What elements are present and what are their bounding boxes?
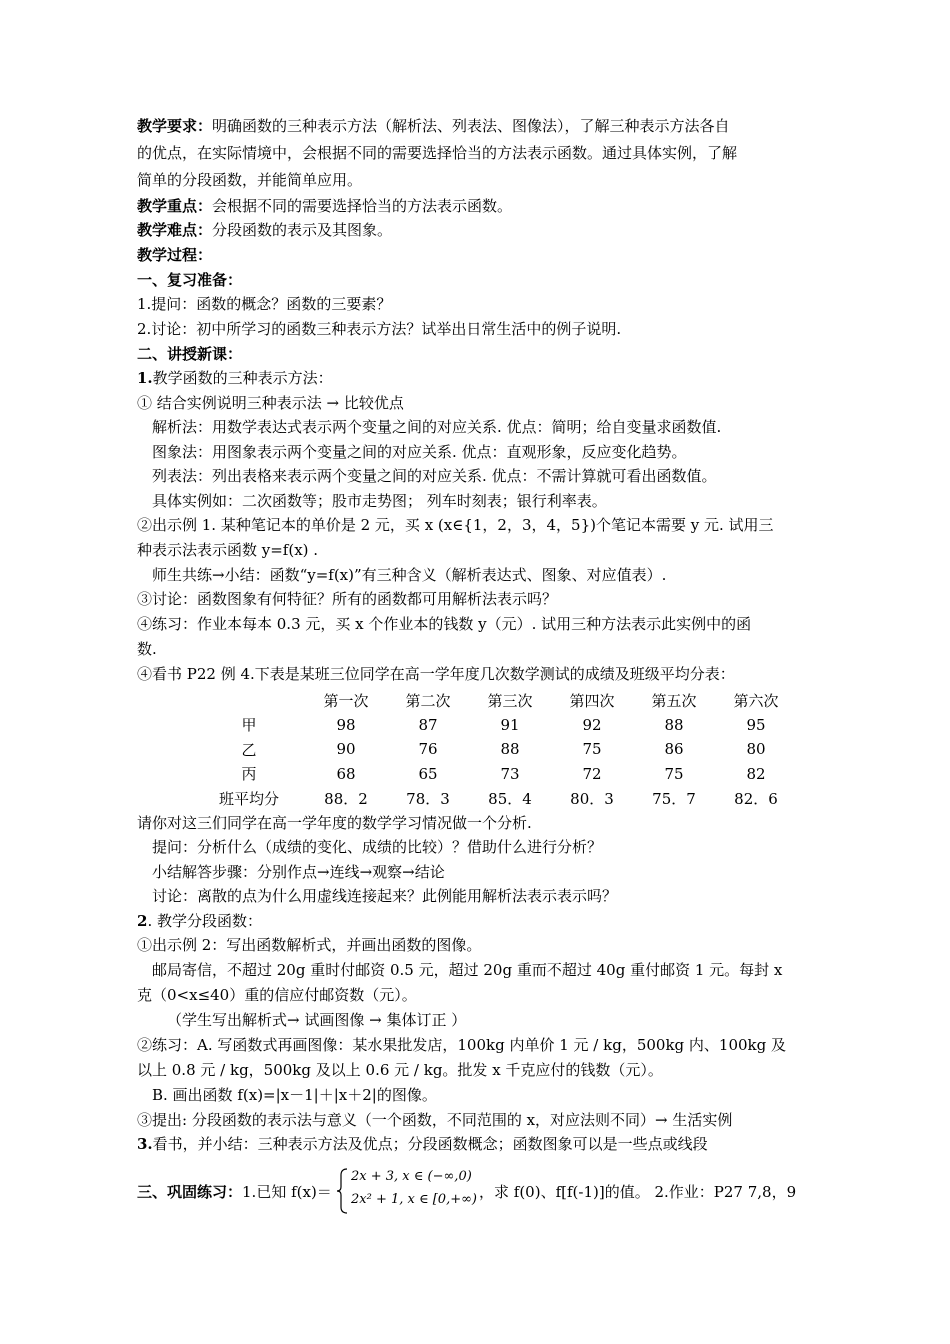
- example1-line-2: 种表示法表示函数 y=f(x) .: [137, 541, 319, 559]
- table-header: 第四次: [569, 691, 615, 710]
- requirements-line-3: 简单的分段函数，并能简单应用。: [137, 171, 363, 189]
- row-name: 班平均分: [218, 789, 279, 808]
- steps-line: 小结解答步骤：分别作点→连线→观察→结论: [152, 863, 445, 881]
- part3-heading: 3.看书，并小结：三种表示方法及优点；分段函数概念；函数图象可以是一些点或线段: [137, 1135, 708, 1153]
- table-header-row: [193, 688, 797, 713]
- table-cell: 92: [582, 715, 602, 734]
- review-question-1: 1.提问：函数的概念？函数的三要素？: [137, 295, 392, 313]
- book-example-line: ④看书 P22 例 4.下表是某班三位同学在高一学年度几次数学测试的成绩及班级平均分表：: [137, 665, 735, 683]
- practice-a-line-2: 以上 0.8 元 / kg，500kg 及以上 0.6 元 / kg。批发 x 千克应付的钱数（元）。: [137, 1061, 663, 1079]
- table-cell: 88．2: [324, 789, 368, 808]
- requirements-label: 教学要求：: [137, 117, 213, 135]
- table-cell: 76: [418, 740, 438, 759]
- table-cell: 75: [664, 764, 684, 783]
- table-cell: 91: [500, 715, 520, 734]
- piecewise-case-2: 2x² + 1, x ∈ [0,+∞): [351, 1192, 477, 1207]
- table-cell: 86: [664, 740, 684, 759]
- propose-line: ③提出: 分段函数的表示法与意义（一个函数，不同范围的 x，对应法则不同）→ 生活实例: [137, 1111, 733, 1129]
- post-line-2: 克（0<x≤40）重的信应付邮资数（元）。: [137, 986, 417, 1004]
- table-row: [193, 786, 797, 811]
- table-cell: 88: [664, 715, 684, 734]
- post-line-1: 邮局寄信，不超过 20g 重时付邮资 0.5 元，超过 20g 重而不超过 40g 重付邮资 1 元。每封 x: [152, 961, 783, 979]
- summary-line: 师生共练→小结：函数“y=f(x)”有三种含义（解析表达式、图象、对应值表）.: [152, 566, 667, 584]
- examples-line: 具体实例如：二次函数等；股市走势图； 列车时刻表；银行利率表。: [152, 492, 607, 510]
- table-cell: 80: [746, 740, 766, 759]
- table-cell: 82．6: [734, 789, 778, 808]
- example2-line: ①出示例 2：写出函数解析式，并画出函数的图像。: [137, 936, 482, 954]
- part2-heading: 2. 教学分段函数：: [137, 912, 262, 930]
- table-header: 第六次: [733, 691, 779, 710]
- table-cell: 80．3: [570, 789, 614, 808]
- table-header: 第一次: [323, 691, 369, 710]
- graphic-method: 图象法：用图象表示两个变量之间的对应关系. 优点：直观形象，反应变化趋势。: [152, 443, 687, 461]
- table-header: 第三次: [487, 691, 533, 710]
- key-point: 教学重点：会根据不同的需要选择恰当的方法表示函数。: [137, 197, 513, 215]
- table-cell: 75: [582, 740, 602, 759]
- key-point-label: 教学重点：: [137, 197, 213, 215]
- section3-tail: ，求 f(0)、f[f(-1)]的值。 2.作业：P27 7,8，9: [479, 1183, 797, 1201]
- section3-title: 三、巩固练习：: [137, 1183, 243, 1201]
- requirements-line-2: 的优点，在实际情境中，会根据不同的需要选择恰当的方法表示函数。通过具体实例，了解: [137, 144, 738, 162]
- discuss-dots-line: 讨论：离散的点为什么用虚线连接起来？此例能用解析法表示表示吗？: [152, 887, 618, 905]
- brace-icon: [335, 1168, 349, 1214]
- piecewise-case-1: 2x + 3, x ∈ (−∞,0): [351, 1169, 472, 1184]
- table-cell: 75．7: [652, 789, 696, 808]
- table-header: 第五次: [651, 691, 697, 710]
- table-cell: 72: [582, 764, 602, 783]
- review-question-2: 2.讨论：初中所学习的函数三种表示方法？试举出日常生活中的例子说明.: [137, 320, 622, 338]
- section3-exercise: [137, 1168, 817, 1216]
- table-cell: 88: [500, 740, 520, 759]
- practice-line-1: ④练习：作业本每本 0.3 元，买 x 个作业本的钱数 y（元）. 试用三种方法表示此实例中的函: [137, 615, 752, 633]
- table-cell: 87: [418, 715, 438, 734]
- table-cell: 68: [336, 764, 356, 783]
- table-cell: 82: [746, 764, 766, 783]
- example1-line-1: ②出示例 1. 某种笔记本的单价是 2 元，买 x (x∈{1，2，3，4，5})个笔记本需要 y 元. 试用三: [137, 516, 774, 534]
- row-name: 乙: [241, 740, 257, 759]
- table-cell: 85．4: [488, 789, 532, 808]
- table-cell: 95: [746, 715, 766, 734]
- section3-lead: 三、巩固练习：1.已知 f(x)＝: [137, 1183, 332, 1201]
- row-name: 甲: [241, 716, 257, 735]
- analysis-question: 请你对这三们同学在高一学年度的数学学习情况做一个分析.: [137, 814, 532, 832]
- student-steps-line: （学生写出解析式→ 试画图像 → 集体订正 ）: [167, 1011, 467, 1029]
- table-cell: 90: [336, 740, 356, 759]
- row-name: 丙: [241, 765, 257, 784]
- part1-heading: 1.教学函数的三种表示方法：: [137, 369, 333, 387]
- discuss-line: ③讨论：函数图象有何特征？所有的函数都可用解析法表示吗？: [137, 590, 558, 608]
- table-row: [193, 737, 797, 762]
- difficulty: 教学难点：分段函数的表示及其图象。: [137, 221, 393, 239]
- practice-a-line-1: ②练习：A. 写函数式再画图像：某水果批发店，100kg 内单价 1 元 / kg，500kg 内、100kg 及: [137, 1036, 787, 1054]
- table-cell: 65: [418, 764, 438, 783]
- practice-line-2: 数.: [137, 640, 157, 658]
- grade-table: [193, 688, 797, 811]
- table-row: [193, 713, 797, 738]
- section2-title: 二、讲授新课：: [137, 345, 243, 363]
- process-label: 教学过程：: [137, 246, 213, 264]
- table-cell: 73: [500, 764, 520, 783]
- tabular-method: 列表法：列出表格来表示两个变量之间的对应关系. 优点：不需计算就可看出函数值。: [152, 467, 717, 485]
- table-header: 第二次: [405, 691, 451, 710]
- section1-title: 一、复习准备：: [137, 271, 243, 289]
- table-cell: 98: [336, 715, 356, 734]
- analytic-method: 解析法：用数学表达式表示两个变量之间的对应关系. 优点：简明；给自变量求函数值.: [152, 418, 722, 436]
- table-cell: 78．3: [406, 789, 450, 808]
- table-row: [193, 762, 797, 787]
- requirements-line-1: 教学要求：明确函数的三种表示方法（解析法、列表法、图像法），了解三种表示方法各自: [137, 117, 730, 135]
- ask-line: 提问：分析什么（成绩的变化、成绩的比较）？借助什么进行分析？: [152, 838, 603, 856]
- difficulty-label: 教学难点：: [137, 221, 213, 239]
- item1-compare: ① 结合实例说明三种表示法 → 比较优点: [137, 394, 404, 412]
- practice-b-line: B. 画出函数 f(x)=|x－1|＋|x＋2|的图像。: [152, 1086, 437, 1104]
